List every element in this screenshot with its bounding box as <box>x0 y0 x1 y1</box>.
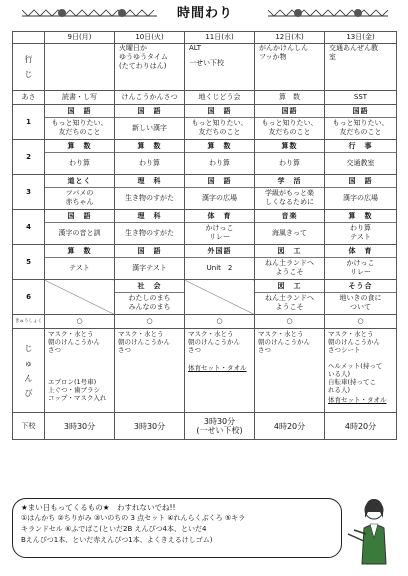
period-number: 1 <box>13 105 45 140</box>
empty-cell <box>185 280 255 315</box>
lesson-content-line: テスト <box>69 264 90 272</box>
notice-line: キランドセル ⑥ふでばこ(といだ2B えんぴつ4本、といだ4 <box>21 525 207 533</box>
header <box>0 0 408 30</box>
dismissal-row <box>13 413 397 440</box>
lesson-content <box>255 293 324 314</box>
lesson-content-line: しくなるために <box>265 198 314 206</box>
lesson-content-line: 新しい漢字 <box>132 124 167 132</box>
lunch-cell: ○ <box>255 315 325 329</box>
dismissal-cell: 3時30分 <box>115 413 185 440</box>
lesson-content <box>325 188 396 209</box>
lesson-cell <box>255 280 325 315</box>
period-number: 4 <box>13 210 45 245</box>
lesson-subject: 理 科 <box>115 175 184 188</box>
dismissal-cell: 4時20分 <box>255 413 325 440</box>
events-row <box>13 44 397 91</box>
lesson-cell <box>185 245 255 280</box>
corner-cell <box>13 32 45 44</box>
lesson-content-line: 漢字の音と訓 <box>58 229 101 237</box>
lesson-content <box>325 118 396 139</box>
lesson-content-line: 地いきの食に <box>339 294 382 302</box>
flower-border-right-icon <box>268 6 388 20</box>
lesson-subject: 学 活 <box>255 175 324 188</box>
lesson-cell <box>185 175 255 210</box>
lesson-content-line: テスト <box>350 233 371 241</box>
lesson-content-line: リレー <box>350 268 371 276</box>
lesson-cell <box>115 105 185 140</box>
lesson-subject: 算数 <box>255 140 324 153</box>
period-rows <box>13 105 397 315</box>
events-cell-tue: 火曜日か ゆうゆうタイム (たてわりはん) <box>115 44 185 91</box>
lesson-cell <box>325 140 397 175</box>
lunch-cell: ○ <box>325 315 397 329</box>
lesson-content <box>255 188 324 209</box>
events-cell-fri: 交通あんぜん教 室 <box>325 44 397 91</box>
lesson-cell <box>115 140 185 175</box>
lesson-content-line: 友だちのこと <box>198 128 241 136</box>
lesson-content <box>325 223 396 244</box>
day-fri: 13日(金) <box>325 32 397 44</box>
lesson-content-line: ツバメの <box>65 189 94 197</box>
dismissal-cell: 4時20分 <box>325 413 397 440</box>
lesson-content <box>185 153 254 174</box>
events-label: 行じ <box>13 44 45 91</box>
prep-cell-tue: マスク・水とう 朝のけんこうかん さつ <box>115 329 185 413</box>
period-number: 5 <box>13 245 45 280</box>
morning-cell: 算 数 <box>255 91 325 105</box>
lesson-content <box>115 153 184 174</box>
prep-cell-fri: マスク・水とう 朝のけんこうかん さつシート ヘルメット(持って いる人) 自転車(持ってこ れる人) 体育セット・タオル <box>325 329 397 413</box>
lesson-content <box>45 258 114 279</box>
lesson-cell <box>255 140 325 175</box>
morning-cell: SST <box>325 91 397 105</box>
prep-label: じゅんび <box>13 329 45 413</box>
notice-title: ★まい日もってくるもの★ わすれないでね!! <box>21 503 176 512</box>
lesson-content <box>115 188 184 209</box>
lesson-cell <box>185 105 255 140</box>
lesson-content-line: もっと知りたい、 <box>261 119 318 127</box>
day-tue: 10日(火) <box>115 32 185 44</box>
lesson-cell <box>115 175 185 210</box>
daily-items-notice <box>12 498 342 558</box>
lesson-content <box>185 188 254 209</box>
events-cell-thu: がんかけんしん フッか物 <box>255 44 325 91</box>
lesson-content <box>255 223 324 244</box>
lesson-content-line: 友だちのこと <box>268 128 311 136</box>
notice-line: Bえんぴつ1本、といだ赤えんぴつ1本、よくきえるけしゴム) <box>21 536 213 544</box>
lesson-cell <box>45 140 115 175</box>
lesson-content-line: もっと知りたい、 <box>332 119 389 127</box>
lunch-row <box>13 315 397 329</box>
lesson-content <box>325 293 396 314</box>
lesson-subject: 国 語 <box>115 105 184 118</box>
lesson-content <box>185 118 254 139</box>
lesson-subject: 理 科 <box>115 210 184 223</box>
lesson-cell <box>255 210 325 245</box>
lesson-content-line: ようこそ <box>275 303 304 311</box>
lesson-content <box>115 258 184 279</box>
lesson-cell <box>255 245 325 280</box>
lesson-content-line: みんなのまち <box>128 303 171 311</box>
lesson-subject: 外国語 <box>185 245 254 258</box>
period-number: 6 <box>13 280 45 315</box>
lesson-content-line: 友だちのこと <box>339 128 382 136</box>
lesson-content <box>115 293 184 314</box>
lesson-content-line: 赤ちゃん <box>65 198 94 206</box>
lesson-content-line: 漢字の広場 <box>343 194 378 202</box>
day-mon: 9日(月) <box>45 32 115 44</box>
lesson-cell <box>325 175 397 210</box>
lesson-content <box>115 118 184 139</box>
lesson-content <box>255 258 324 279</box>
lesson-content-line: わたしのまち <box>128 294 171 302</box>
lesson-content-line: かけっこ <box>205 224 234 232</box>
lunch-cell: ○ <box>115 315 185 329</box>
lesson-subject: 算 数 <box>185 140 254 153</box>
period-row <box>13 140 397 175</box>
morning-row <box>13 91 397 105</box>
period-row <box>13 280 397 315</box>
lesson-content <box>325 153 396 174</box>
lesson-content <box>255 118 324 139</box>
period-number: 3 <box>13 175 45 210</box>
lesson-subject: 国 語 <box>115 245 184 258</box>
lesson-content-line: わり算 <box>139 159 160 167</box>
lesson-cell <box>325 280 397 315</box>
period-row <box>13 105 397 140</box>
lesson-content-line: ついて <box>350 303 371 311</box>
lesson-content-line: わり算 <box>279 159 300 167</box>
lesson-content-line: リレー <box>209 233 230 241</box>
lesson-cell <box>255 175 325 210</box>
lunch-cell: ○ <box>185 315 255 329</box>
day-thu: 12日(木) <box>255 32 325 44</box>
lesson-subject: 国 語 <box>185 105 254 118</box>
flower-border-left-icon <box>22 6 157 20</box>
lesson-subject: 音楽 <box>255 210 324 223</box>
lesson-content <box>45 118 114 139</box>
notice-line: ①はんかち ②ちりがみ ③いのちの 3 点セット ④れんらくぶくろ ⑤キラ <box>21 514 246 522</box>
lesson-cell <box>45 245 115 280</box>
period-row <box>13 175 397 210</box>
lesson-subject: 国 語 <box>45 210 114 223</box>
lesson-subject: 国語 <box>255 105 324 118</box>
lesson-subject: 体 育 <box>185 210 254 223</box>
lesson-content-line: 学級がもっと楽 <box>265 189 314 197</box>
events-cell-mon <box>45 44 115 91</box>
prep-cell-thu: マスク・水とう 朝のけんこうかん さつ <box>255 329 325 413</box>
lesson-subject: 図 工 <box>255 245 324 258</box>
lesson-subject: 算 数 <box>45 140 114 153</box>
morning-cell: 地くじどう会 <box>185 91 255 105</box>
lesson-content-line: 海風きって <box>272 229 307 237</box>
lesson-cell <box>45 175 115 210</box>
lunch-cell: ○ <box>45 315 115 329</box>
prep-row <box>13 329 397 413</box>
lesson-content-line: わり算 <box>350 224 371 232</box>
prep-cell-mon: マスク・水とう 朝のけんこうかん さつ エプロン(1号車) 上ぐつ・歯ブラシ コップ・マスク入れ <box>45 329 115 413</box>
period-row <box>13 245 397 280</box>
lesson-cell <box>185 210 255 245</box>
lesson-content-line: 生き物のすがた <box>125 194 174 202</box>
lesson-subject: 国 語 <box>325 175 396 188</box>
timetable <box>12 31 397 440</box>
lesson-content <box>185 258 254 279</box>
lesson-cell <box>325 245 397 280</box>
lesson-cell <box>185 140 255 175</box>
lesson-content-line: 友だちのこと <box>58 128 101 136</box>
day-wed: 11日(水) <box>185 32 255 44</box>
lesson-content-line: 漢字の広場 <box>202 194 237 202</box>
lesson-cell <box>115 245 185 280</box>
lesson-subject: 算 数 <box>325 210 396 223</box>
lesson-content-line: わり算 <box>209 159 230 167</box>
lesson-content-line: ねん土ランドへ <box>265 294 314 302</box>
lesson-cell <box>45 105 115 140</box>
lesson-content <box>255 153 324 174</box>
dismissal-cell: 3時30分 (一せい下校) <box>185 413 255 440</box>
lesson-subject: 道とく <box>45 175 114 188</box>
lesson-subject: 行 事 <box>325 140 396 153</box>
lesson-subject: 社 会 <box>115 280 184 293</box>
lesson-content <box>45 188 114 209</box>
lesson-cell <box>255 105 325 140</box>
lesson-subject: 算 数 <box>45 245 114 258</box>
lesson-subject: 算 数 <box>115 140 184 153</box>
lesson-content-line: もっと知りたい、 <box>191 119 248 127</box>
lesson-cell <box>325 105 397 140</box>
lesson-content-line: ねん土ランドへ <box>265 259 314 267</box>
lesson-cell <box>115 210 185 245</box>
lesson-cell <box>325 210 397 245</box>
day-header-row <box>13 32 397 44</box>
empty-cell <box>45 280 115 315</box>
teacher-illustration-icon <box>344 494 402 566</box>
dismissal-cell: 3時30分 <box>45 413 115 440</box>
lesson-cell <box>45 210 115 245</box>
lesson-content-line: わり算 <box>69 159 90 167</box>
lesson-subject: 国 語 <box>45 105 114 118</box>
lesson-content <box>45 223 114 244</box>
lesson-content <box>45 153 114 174</box>
lesson-subject: 国語 <box>325 105 396 118</box>
morning-cell: けんこうかんさつ <box>115 91 185 105</box>
page-title: 時間わり <box>176 6 233 21</box>
lesson-content <box>185 223 254 244</box>
lesson-content-line: 漢字テスト <box>132 264 167 272</box>
lesson-content <box>325 258 396 279</box>
lesson-cell <box>115 280 185 315</box>
lesson-content-line: ようこそ <box>275 268 304 276</box>
morning-cell: 読書・し写 <box>45 91 115 105</box>
lesson-content-line: もっと知りたい、 <box>51 119 108 127</box>
lesson-subject: 図 工 <box>255 280 324 293</box>
dismissal-label: 下校 <box>13 413 45 440</box>
lesson-subject: 国 語 <box>185 175 254 188</box>
period-row <box>13 210 397 245</box>
lesson-subject: そう合 <box>325 280 396 293</box>
lesson-content <box>115 223 184 244</box>
lesson-subject: 体 育 <box>325 245 396 258</box>
morning-label: あさ <box>13 91 45 105</box>
lesson-content-line: 生き物のすがた <box>125 229 174 237</box>
lesson-content-line: Unit 2 <box>206 264 233 272</box>
lesson-content-line: かけっこ <box>346 259 375 267</box>
lesson-content-line: 交通教室 <box>346 159 375 167</box>
prep-cell-wed: マスク・水とう 朝のけんこうかん さつ 体育セット・タオル <box>185 329 255 413</box>
lunch-label: きゅうしょく <box>13 315 45 329</box>
events-cell-wed: ALT 一せい下校 <box>185 44 255 91</box>
period-number: 2 <box>13 140 45 175</box>
